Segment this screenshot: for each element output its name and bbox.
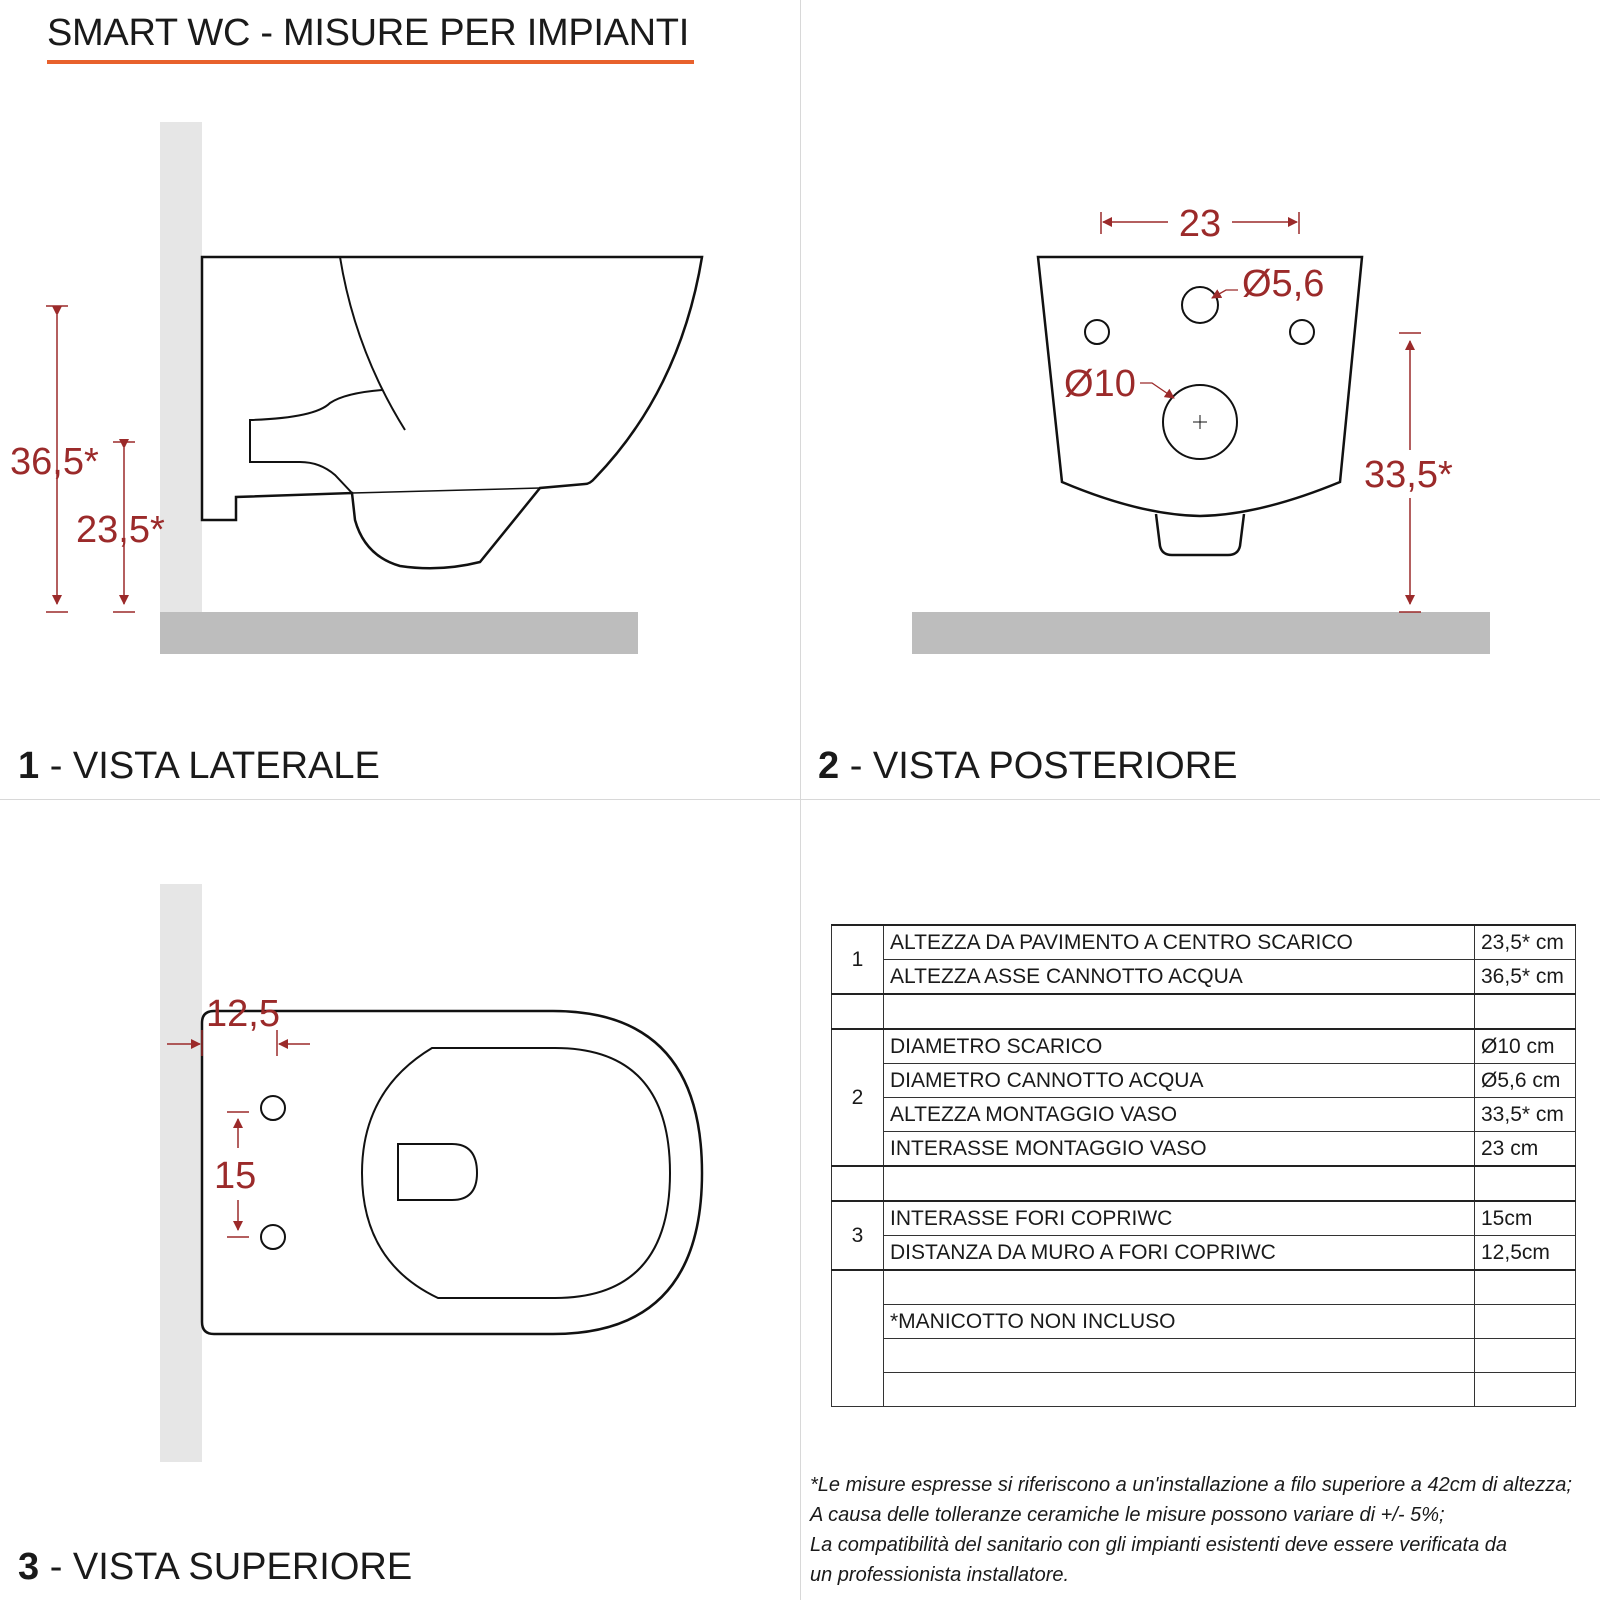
table-cell-value: Ø10 cm <box>1475 1029 1576 1064</box>
table-row <box>832 925 1576 960</box>
rear-floor <box>912 612 1490 654</box>
table-cell-label: ALTEZZA DA PAVIMENTO A CENTRO SCARICO <box>884 925 1475 960</box>
footnote-line: *Le misure espresse si riferiscono a un'installazione a filo superiore a 42cm di altezza; <box>810 1474 1572 1496</box>
top-view-drawing <box>160 884 702 1462</box>
footnote-line: La compatibilità del sanitario con gli impianti esistenti deve essere verificata da <box>810 1534 1508 1556</box>
panel-label-top <box>18 1546 412 1589</box>
rear-mount-hole-left <box>1085 320 1109 344</box>
side-inner-curve <box>340 257 405 430</box>
rear-view-drawing <box>912 203 1490 654</box>
panel-number: 2 <box>818 745 840 787</box>
dim-label-15: 15 <box>214 1155 257 1197</box>
table-row <box>832 1064 1576 1098</box>
table-cell-value: 36,5* cm <box>1475 960 1576 995</box>
table-cell-value <box>1475 1373 1576 1407</box>
panel-label-side <box>18 745 380 788</box>
table-row <box>832 1305 1576 1339</box>
table-cell-value <box>1475 1166 1576 1201</box>
title-product: SMART WC <box>47 12 251 54</box>
table-cell-value: 23,5* cm <box>1475 925 1576 960</box>
table-row <box>832 960 1576 995</box>
title-subtitle: - MISURE PER IMPIANTI <box>250 12 689 54</box>
top-seat-hole-upper <box>261 1096 285 1120</box>
table-cell-value: 33,5* cm <box>1475 1098 1576 1132</box>
table-row <box>832 1373 1576 1407</box>
footnote-line: A causa delle tolleranze ceramiche le misure possono variare di +/- 5%; <box>810 1504 1445 1526</box>
table-cell-label <box>884 1373 1475 1407</box>
table-cell-label: ALTEZZA ASSE CANNOTTO ACQUA <box>884 960 1475 995</box>
rear-water-inlet-hole <box>1182 287 1218 323</box>
table-cell-label <box>884 994 1475 1029</box>
spec-table <box>831 924 1576 1407</box>
rear-mount-hole-right <box>1290 320 1314 344</box>
dim-label-d10: Ø10 <box>1064 363 1136 405</box>
panel-number: 3 <box>18 1546 40 1588</box>
dim-label-d5-6: Ø5,6 <box>1242 263 1325 305</box>
top-bowl-outline <box>202 1011 702 1334</box>
table-row <box>832 1339 1576 1373</box>
table-cell-label: *MANICOTTO NON INCLUSO <box>884 1305 1475 1339</box>
side-view-drawing <box>10 122 702 654</box>
table-cell-label: DIAMETRO SCARICO <box>884 1029 1475 1064</box>
table-row <box>832 1166 1576 1201</box>
dim-label-36-5: 36,5* <box>10 441 99 483</box>
table-row <box>832 1201 1576 1236</box>
panel-number: 1 <box>18 745 40 787</box>
table-group-number: 2 <box>832 1029 884 1166</box>
side-floor <box>160 612 638 654</box>
top-seat-hole-lower <box>261 1225 285 1249</box>
top-wall <box>160 884 202 1462</box>
top-seat-outline <box>362 1048 670 1298</box>
table-cell-label <box>884 1166 1475 1201</box>
footnote-line: un professionista installatore. <box>810 1564 1070 1586</box>
table-cell-value <box>1475 1270 1576 1305</box>
side-wall <box>160 122 202 612</box>
table-row <box>832 1029 1576 1064</box>
table-group-number <box>832 1166 884 1201</box>
table-group-number <box>832 1270 884 1407</box>
table-cell-label: DIAMETRO CANNOTTO ACQUA <box>884 1064 1475 1098</box>
table-group-number <box>832 994 884 1029</box>
table-row <box>832 1270 1576 1305</box>
table-cell-value <box>1475 1305 1576 1339</box>
table-cell-label: INTERASSE FORI COPRIWC <box>884 1201 1475 1236</box>
table-cell-label <box>884 1339 1475 1373</box>
table-row <box>832 994 1576 1029</box>
top-drain-opening <box>398 1144 477 1200</box>
side-inlet <box>250 390 382 493</box>
table-cell-label: ALTEZZA MONTAGGIO VASO <box>884 1098 1475 1132</box>
table-cell-label: DISTANZA DA MURO A FORI COPRIWC <box>884 1236 1475 1271</box>
dim-label-23: 23 <box>1178 203 1222 245</box>
dim-label-12-5: 12,5 <box>206 993 280 1035</box>
table-cell-label: INTERASSE MONTAGGIO VASO <box>884 1132 1475 1167</box>
panel-label-rear <box>818 745 1238 788</box>
dim-label-33-5: 33,5* <box>1364 454 1453 496</box>
table-row <box>832 1132 1576 1167</box>
table-row <box>832 1236 1576 1271</box>
table-row <box>832 1098 1576 1132</box>
panel-title: - VISTA LATERALE <box>39 745 380 787</box>
table-cell-value: 23 cm <box>1475 1132 1576 1167</box>
panel-title: - VISTA POSTERIORE <box>839 745 1238 787</box>
table-cell-value <box>1475 994 1576 1029</box>
panel-title: - VISTA SUPERIORE <box>39 1546 413 1588</box>
table-group-number: 3 <box>832 1201 884 1270</box>
table-cell-value: Ø5,6 cm <box>1475 1064 1576 1098</box>
table-cell-label <box>884 1270 1475 1305</box>
dim-label-23-5: 23,5* <box>76 509 165 551</box>
table-cell-value <box>1475 1339 1576 1373</box>
table-cell-value: 12,5cm <box>1475 1236 1576 1271</box>
footnotes <box>810 1470 1595 1590</box>
rear-outlet <box>1156 514 1244 555</box>
table-cell-value: 15cm <box>1475 1201 1576 1236</box>
side-bowl-outline <box>202 257 702 568</box>
table-group-number: 1 <box>832 925 884 994</box>
